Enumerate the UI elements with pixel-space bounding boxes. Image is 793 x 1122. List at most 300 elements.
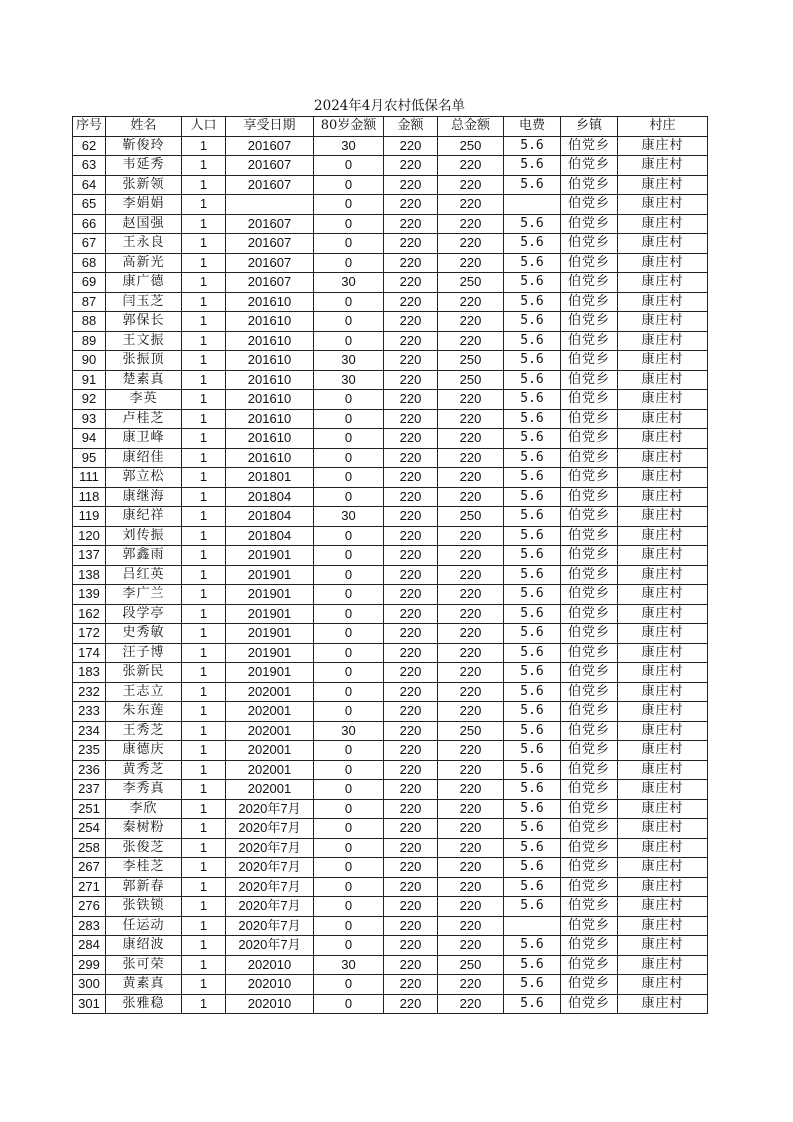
total-amount-cell: 220 xyxy=(438,253,504,273)
start-date-cell: 201607 xyxy=(226,234,314,254)
village-cell: 康庄村 xyxy=(618,897,708,917)
electricity-fee-cell: 5.6 xyxy=(504,955,561,975)
serial-cell: 236 xyxy=(73,760,106,780)
household-size-cell: 1 xyxy=(182,195,226,215)
table-row xyxy=(73,955,708,975)
township-cell: 伯党乡 xyxy=(561,292,618,312)
column-header-age80-amount: 80岁金额 xyxy=(314,117,384,137)
electricity-fee-cell: 5.6 xyxy=(504,780,561,800)
village-cell: 康庄村 xyxy=(618,819,708,839)
name-cell: 郭鑫雨 xyxy=(106,546,182,566)
electricity-fee-cell: 5.6 xyxy=(504,234,561,254)
total-amount-cell: 220 xyxy=(438,838,504,858)
name-cell: 李欣 xyxy=(106,799,182,819)
total-amount-cell: 220 xyxy=(438,234,504,254)
name-cell: 康广德 xyxy=(106,273,182,293)
amount-cell: 220 xyxy=(384,741,438,761)
amount-cell: 220 xyxy=(384,819,438,839)
village-cell: 康庄村 xyxy=(618,916,708,936)
village-cell: 康庄村 xyxy=(618,468,708,488)
electricity-fee-cell: 5.6 xyxy=(504,468,561,488)
amount-cell: 220 xyxy=(384,897,438,917)
name-cell: 康德庆 xyxy=(106,741,182,761)
village-cell: 康庄村 xyxy=(618,663,708,683)
start-date-cell: 201610 xyxy=(226,292,314,312)
amount-cell: 220 xyxy=(384,273,438,293)
village-cell: 康庄村 xyxy=(618,156,708,176)
total-amount-cell: 220 xyxy=(438,624,504,644)
township-cell: 伯党乡 xyxy=(561,175,618,195)
age80-amount-cell: 0 xyxy=(314,799,384,819)
amount-cell: 220 xyxy=(384,136,438,156)
household-size-cell: 1 xyxy=(182,429,226,449)
serial-cell: 95 xyxy=(73,448,106,468)
serial-cell: 93 xyxy=(73,409,106,429)
column-header-electricity-fee: 电费 xyxy=(504,117,561,137)
electricity-fee-cell: 5.6 xyxy=(504,799,561,819)
electricity-fee-cell: 5.6 xyxy=(504,877,561,897)
age80-amount-cell: 0 xyxy=(314,780,384,800)
household-size-cell: 1 xyxy=(182,331,226,351)
township-cell: 伯党乡 xyxy=(561,624,618,644)
village-cell: 康庄村 xyxy=(618,546,708,566)
household-size-cell: 1 xyxy=(182,897,226,917)
start-date-cell: 201901 xyxy=(226,546,314,566)
name-cell: 王永良 xyxy=(106,234,182,254)
column-header-total-amount: 总金额 xyxy=(438,117,504,137)
name-cell: 王秀芝 xyxy=(106,721,182,741)
column-header-amount: 金额 xyxy=(384,117,438,137)
age80-amount-cell: 30 xyxy=(314,955,384,975)
serial-cell: 258 xyxy=(73,838,106,858)
electricity-fee-cell: 5.6 xyxy=(504,565,561,585)
household-size-cell: 1 xyxy=(182,487,226,507)
serial-cell: 90 xyxy=(73,351,106,371)
electricity-fee-cell: 5.6 xyxy=(504,858,561,878)
table-row xyxy=(73,273,708,293)
name-cell: 张新民 xyxy=(106,663,182,683)
village-cell: 康庄村 xyxy=(618,858,708,878)
electricity-fee-cell: 5.6 xyxy=(504,273,561,293)
amount-cell: 220 xyxy=(384,760,438,780)
electricity-fee-cell xyxy=(504,916,561,936)
name-cell: 张铁锁 xyxy=(106,897,182,917)
serial-cell: 87 xyxy=(73,292,106,312)
name-cell: 李桂芝 xyxy=(106,858,182,878)
village-cell: 康庄村 xyxy=(618,136,708,156)
household-size-cell: 1 xyxy=(182,253,226,273)
village-cell: 康庄村 xyxy=(618,487,708,507)
table-row xyxy=(73,546,708,566)
household-size-cell: 1 xyxy=(182,858,226,878)
age80-amount-cell: 30 xyxy=(314,721,384,741)
name-cell: 郭立松 xyxy=(106,468,182,488)
serial-cell: 235 xyxy=(73,741,106,761)
table-row xyxy=(73,975,708,995)
township-cell: 伯党乡 xyxy=(561,994,618,1014)
serial-cell: 68 xyxy=(73,253,106,273)
amount-cell: 220 xyxy=(384,507,438,527)
household-size-cell: 1 xyxy=(182,994,226,1014)
amount-cell: 220 xyxy=(384,565,438,585)
name-cell: 秦树粉 xyxy=(106,819,182,839)
township-cell: 伯党乡 xyxy=(561,955,618,975)
amount-cell: 220 xyxy=(384,234,438,254)
age80-amount-cell: 0 xyxy=(314,760,384,780)
start-date-cell: 2020年7月 xyxy=(226,897,314,917)
household-size-cell: 1 xyxy=(182,819,226,839)
village-cell: 康庄村 xyxy=(618,799,708,819)
table-row xyxy=(73,448,708,468)
township-cell: 伯党乡 xyxy=(561,156,618,176)
household-size-cell: 1 xyxy=(182,136,226,156)
table-row xyxy=(73,487,708,507)
serial-cell: 120 xyxy=(73,526,106,546)
name-cell: 朱东莲 xyxy=(106,702,182,722)
age80-amount-cell: 0 xyxy=(314,312,384,332)
welfare-list-table xyxy=(72,116,708,1014)
age80-amount-cell: 0 xyxy=(314,195,384,215)
township-cell: 伯党乡 xyxy=(561,565,618,585)
electricity-fee-cell: 5.6 xyxy=(504,897,561,917)
table-row xyxy=(73,507,708,527)
total-amount-cell: 250 xyxy=(438,370,504,390)
township-cell: 伯党乡 xyxy=(561,604,618,624)
township-cell: 伯党乡 xyxy=(561,780,618,800)
column-header-household-size: 人口 xyxy=(182,117,226,137)
total-amount-cell: 220 xyxy=(438,936,504,956)
age80-amount-cell: 0 xyxy=(314,897,384,917)
township-cell: 伯党乡 xyxy=(561,195,618,215)
age80-amount-cell: 30 xyxy=(314,370,384,390)
serial-cell: 162 xyxy=(73,604,106,624)
amount-cell: 220 xyxy=(384,916,438,936)
serial-cell: 137 xyxy=(73,546,106,566)
village-cell: 康庄村 xyxy=(618,390,708,410)
name-cell: 任运动 xyxy=(106,916,182,936)
electricity-fee-cell: 5.6 xyxy=(504,604,561,624)
electricity-fee-cell: 5.6 xyxy=(504,526,561,546)
village-cell: 康庄村 xyxy=(618,253,708,273)
age80-amount-cell: 0 xyxy=(314,487,384,507)
start-date-cell: 202001 xyxy=(226,682,314,702)
township-cell: 伯党乡 xyxy=(561,370,618,390)
age80-amount-cell: 0 xyxy=(314,546,384,566)
village-cell: 康庄村 xyxy=(618,507,708,527)
serial-cell: 301 xyxy=(73,994,106,1014)
township-cell: 伯党乡 xyxy=(561,858,618,878)
table-row xyxy=(73,994,708,1014)
table-row xyxy=(73,643,708,663)
township-cell: 伯党乡 xyxy=(561,585,618,605)
column-header-name: 姓名 xyxy=(106,117,182,137)
name-cell: 史秀敏 xyxy=(106,624,182,644)
table-row xyxy=(73,721,708,741)
age80-amount-cell: 0 xyxy=(314,877,384,897)
name-cell: 张雅稳 xyxy=(106,994,182,1014)
serial-cell: 119 xyxy=(73,507,106,527)
township-cell: 伯党乡 xyxy=(561,136,618,156)
village-cell: 康庄村 xyxy=(618,975,708,995)
age80-amount-cell: 30 xyxy=(314,273,384,293)
age80-amount-cell: 0 xyxy=(314,156,384,176)
village-cell: 康庄村 xyxy=(618,643,708,663)
name-cell: 张新领 xyxy=(106,175,182,195)
start-date-cell: 201801 xyxy=(226,468,314,488)
amount-cell: 220 xyxy=(384,663,438,683)
electricity-fee-cell: 5.6 xyxy=(504,702,561,722)
village-cell: 康庄村 xyxy=(618,624,708,644)
start-date-cell: 201610 xyxy=(226,409,314,429)
age80-amount-cell: 0 xyxy=(314,468,384,488)
serial-cell: 254 xyxy=(73,819,106,839)
household-size-cell: 1 xyxy=(182,799,226,819)
total-amount-cell: 220 xyxy=(438,994,504,1014)
age80-amount-cell: 0 xyxy=(314,214,384,234)
amount-cell: 220 xyxy=(384,526,438,546)
column-header-start-date: 享受日期 xyxy=(226,117,314,137)
village-cell: 康庄村 xyxy=(618,292,708,312)
start-date-cell: 201607 xyxy=(226,175,314,195)
age80-amount-cell: 0 xyxy=(314,702,384,722)
electricity-fee-cell: 5.6 xyxy=(504,409,561,429)
household-size-cell: 1 xyxy=(182,780,226,800)
electricity-fee-cell: 5.6 xyxy=(504,175,561,195)
total-amount-cell: 220 xyxy=(438,175,504,195)
household-size-cell: 1 xyxy=(182,936,226,956)
serial-cell: 172 xyxy=(73,624,106,644)
total-amount-cell: 220 xyxy=(438,409,504,429)
table-row xyxy=(73,526,708,546)
start-date-cell: 201901 xyxy=(226,604,314,624)
serial-cell: 69 xyxy=(73,273,106,293)
start-date-cell: 2020年7月 xyxy=(226,877,314,897)
name-cell: 刘传振 xyxy=(106,526,182,546)
township-cell: 伯党乡 xyxy=(561,507,618,527)
electricity-fee-cell: 5.6 xyxy=(504,312,561,332)
table-row xyxy=(73,624,708,644)
total-amount-cell: 220 xyxy=(438,156,504,176)
start-date-cell: 201610 xyxy=(226,351,314,371)
amount-cell: 220 xyxy=(384,390,438,410)
electricity-fee-cell: 5.6 xyxy=(504,390,561,410)
name-cell: 李广兰 xyxy=(106,585,182,605)
amount-cell: 220 xyxy=(384,175,438,195)
name-cell: 王文振 xyxy=(106,331,182,351)
table-row xyxy=(73,253,708,273)
village-cell: 康庄村 xyxy=(618,604,708,624)
table-row xyxy=(73,819,708,839)
household-size-cell: 1 xyxy=(182,877,226,897)
household-size-cell: 1 xyxy=(182,643,226,663)
table-row xyxy=(73,175,708,195)
start-date-cell: 2020年7月 xyxy=(226,819,314,839)
age80-amount-cell: 0 xyxy=(314,526,384,546)
amount-cell: 220 xyxy=(384,604,438,624)
village-cell: 康庄村 xyxy=(618,409,708,429)
name-cell: 郭保长 xyxy=(106,312,182,332)
name-cell: 张俊芝 xyxy=(106,838,182,858)
age80-amount-cell: 0 xyxy=(314,331,384,351)
village-cell: 康庄村 xyxy=(618,877,708,897)
total-amount-cell: 220 xyxy=(438,877,504,897)
electricity-fee-cell: 5.6 xyxy=(504,643,561,663)
total-amount-cell: 250 xyxy=(438,273,504,293)
name-cell: 李娟娟 xyxy=(106,195,182,215)
household-size-cell: 1 xyxy=(182,760,226,780)
serial-cell: 233 xyxy=(73,702,106,722)
village-cell: 康庄村 xyxy=(618,195,708,215)
age80-amount-cell: 0 xyxy=(314,253,384,273)
amount-cell: 220 xyxy=(384,702,438,722)
name-cell: 赵国强 xyxy=(106,214,182,234)
start-date-cell: 202010 xyxy=(226,994,314,1014)
serial-cell: 92 xyxy=(73,390,106,410)
serial-cell: 300 xyxy=(73,975,106,995)
table-row xyxy=(73,468,708,488)
township-cell: 伯党乡 xyxy=(561,409,618,429)
electricity-fee-cell: 5.6 xyxy=(504,682,561,702)
column-header-serial: 序号 xyxy=(73,117,106,137)
total-amount-cell: 220 xyxy=(438,858,504,878)
township-cell: 伯党乡 xyxy=(561,390,618,410)
amount-cell: 220 xyxy=(384,253,438,273)
township-cell: 伯党乡 xyxy=(561,312,618,332)
total-amount-cell: 250 xyxy=(438,507,504,527)
name-cell: 闫玉芝 xyxy=(106,292,182,312)
total-amount-cell: 220 xyxy=(438,331,504,351)
name-cell: 康卫峰 xyxy=(106,429,182,449)
total-amount-cell: 220 xyxy=(438,819,504,839)
serial-cell: 276 xyxy=(73,897,106,917)
village-cell: 康庄村 xyxy=(618,273,708,293)
age80-amount-cell: 0 xyxy=(314,175,384,195)
electricity-fee-cell: 5.6 xyxy=(504,253,561,273)
amount-cell: 220 xyxy=(384,468,438,488)
name-cell: 楚素真 xyxy=(106,370,182,390)
household-size-cell: 1 xyxy=(182,663,226,683)
household-size-cell: 1 xyxy=(182,390,226,410)
total-amount-cell: 220 xyxy=(438,604,504,624)
amount-cell: 220 xyxy=(384,448,438,468)
household-size-cell: 1 xyxy=(182,507,226,527)
township-cell: 伯党乡 xyxy=(561,702,618,722)
age80-amount-cell: 0 xyxy=(314,565,384,585)
electricity-fee-cell: 5.6 xyxy=(504,370,561,390)
household-size-cell: 1 xyxy=(182,526,226,546)
household-size-cell: 1 xyxy=(182,214,226,234)
start-date-cell: 201901 xyxy=(226,663,314,683)
total-amount-cell: 220 xyxy=(438,760,504,780)
age80-amount-cell: 0 xyxy=(314,604,384,624)
table-row xyxy=(73,390,708,410)
household-size-cell: 1 xyxy=(182,585,226,605)
household-size-cell: 1 xyxy=(182,234,226,254)
electricity-fee-cell xyxy=(504,195,561,215)
start-date-cell: 201607 xyxy=(226,136,314,156)
start-date-cell: 201610 xyxy=(226,448,314,468)
amount-cell: 220 xyxy=(384,780,438,800)
household-size-cell: 1 xyxy=(182,682,226,702)
township-cell: 伯党乡 xyxy=(561,273,618,293)
table-row xyxy=(73,780,708,800)
amount-cell: 220 xyxy=(384,877,438,897)
table-row xyxy=(73,663,708,683)
serial-cell: 234 xyxy=(73,721,106,741)
village-cell: 康庄村 xyxy=(618,312,708,332)
total-amount-cell: 220 xyxy=(438,975,504,995)
electricity-fee-cell: 5.6 xyxy=(504,721,561,741)
age80-amount-cell: 0 xyxy=(314,585,384,605)
total-amount-cell: 250 xyxy=(438,351,504,371)
name-cell: 张振顶 xyxy=(106,351,182,371)
township-cell: 伯党乡 xyxy=(561,721,618,741)
table-row xyxy=(73,429,708,449)
household-size-cell: 1 xyxy=(182,721,226,741)
amount-cell: 220 xyxy=(384,370,438,390)
total-amount-cell: 220 xyxy=(438,390,504,410)
serial-cell: 232 xyxy=(73,682,106,702)
household-size-cell: 1 xyxy=(182,741,226,761)
village-cell: 康庄村 xyxy=(618,721,708,741)
name-cell: 康纪祥 xyxy=(106,507,182,527)
age80-amount-cell: 0 xyxy=(314,409,384,429)
household-size-cell: 1 xyxy=(182,156,226,176)
start-date-cell xyxy=(226,195,314,215)
age80-amount-cell: 0 xyxy=(314,429,384,449)
table-row xyxy=(73,136,708,156)
serial-cell: 271 xyxy=(73,877,106,897)
township-cell: 伯党乡 xyxy=(561,526,618,546)
electricity-fee-cell: 5.6 xyxy=(504,448,561,468)
amount-cell: 220 xyxy=(384,936,438,956)
household-size-cell: 1 xyxy=(182,624,226,644)
electricity-fee-cell: 5.6 xyxy=(504,214,561,234)
table-row xyxy=(73,877,708,897)
township-cell: 伯党乡 xyxy=(561,916,618,936)
township-cell: 伯党乡 xyxy=(561,643,618,663)
household-size-cell: 1 xyxy=(182,604,226,624)
household-size-cell: 1 xyxy=(182,312,226,332)
amount-cell: 220 xyxy=(384,429,438,449)
start-date-cell: 2020年7月 xyxy=(226,916,314,936)
name-cell: 郭新春 xyxy=(106,877,182,897)
electricity-fee-cell: 5.6 xyxy=(504,331,561,351)
table-row xyxy=(73,370,708,390)
serial-cell: 66 xyxy=(73,214,106,234)
household-size-cell: 1 xyxy=(182,565,226,585)
start-date-cell: 202001 xyxy=(226,760,314,780)
column-header-township: 乡镇 xyxy=(561,117,618,137)
village-cell: 康庄村 xyxy=(618,175,708,195)
start-date-cell: 201901 xyxy=(226,585,314,605)
household-size-cell: 1 xyxy=(182,702,226,722)
start-date-cell: 202010 xyxy=(226,955,314,975)
name-cell: 黄秀芝 xyxy=(106,760,182,780)
amount-cell: 220 xyxy=(384,546,438,566)
start-date-cell: 201901 xyxy=(226,565,314,585)
amount-cell: 220 xyxy=(384,487,438,507)
serial-cell: 67 xyxy=(73,234,106,254)
age80-amount-cell: 30 xyxy=(314,507,384,527)
village-cell: 康庄村 xyxy=(618,780,708,800)
age80-amount-cell: 0 xyxy=(314,975,384,995)
name-cell: 李英 xyxy=(106,390,182,410)
amount-cell: 220 xyxy=(384,351,438,371)
start-date-cell: 201610 xyxy=(226,312,314,332)
start-date-cell: 201610 xyxy=(226,390,314,410)
start-date-cell: 201607 xyxy=(226,273,314,293)
